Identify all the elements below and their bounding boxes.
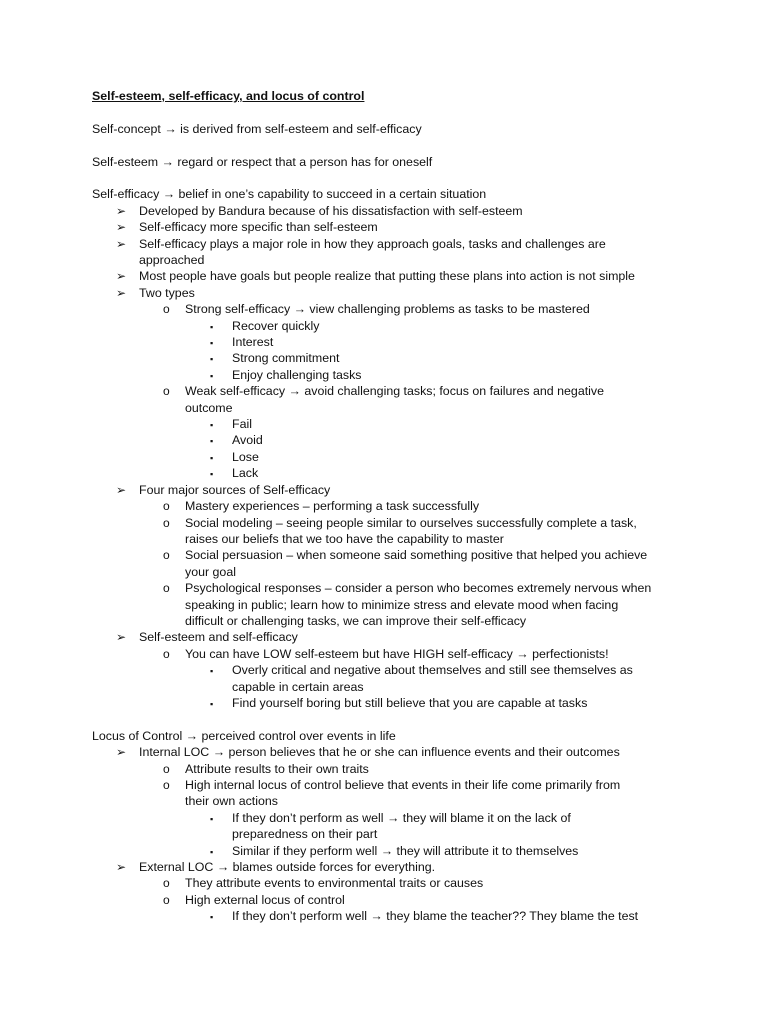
list-item-text: Most people have goals but people realize that putting these plans into action is not simple [139, 269, 635, 284]
list-item-text: Overly critical and negative about themselves and still see themselves as [232, 663, 633, 678]
list-item [92, 810, 692, 826]
square-bullet-icon: ▪ [210, 370, 214, 381]
list-item [92, 547, 692, 563]
list-item-text: Strong self-efficacy → view challenging problems as tasks to be mastered [185, 302, 590, 317]
list-item-text: External LOC → blames outside forces for everything. [139, 860, 436, 875]
list-item [92, 203, 692, 219]
square-bullet-icon: ▪ [210, 354, 214, 365]
list-item-text: High external locus of control [185, 892, 345, 907]
list-item [92, 629, 692, 645]
paragraph-self-esteem: Self-esteem → regard or respect that a person has for oneself [92, 154, 433, 169]
arrow-bullet-icon: ➢ [116, 203, 127, 218]
square-bullet-icon: ▪ [210, 321, 214, 332]
list-item [92, 432, 692, 448]
circle-bullet-icon: o [163, 499, 170, 514]
list-item [92, 908, 692, 924]
list-item-text: Attribute results to their own traits [185, 761, 369, 776]
list-item-continuation: difficult or challenging tasks, we can improve their self-efficacy [185, 613, 527, 628]
document-body [92, 88, 692, 925]
list-item-text: If they don’t perform well → they blame the teacher?? They blame the test [232, 909, 639, 924]
list-item [92, 318, 692, 334]
list-item-continuation: speaking in public; learn how to minimize stress and elevate mood when facing [185, 597, 619, 612]
list-item-text: Lack [232, 466, 259, 481]
list-item-continuation: capable in certain areas [232, 679, 364, 694]
spacer [92, 137, 692, 153]
list-item [92, 777, 692, 793]
list-item-text: Four major sources of Self-efficacy [139, 482, 331, 497]
arrow-bullet-icon: ➢ [116, 745, 127, 760]
list-item-text: Similar if they perform well → they will attribute it to themselves [232, 843, 579, 858]
list-item [92, 268, 692, 284]
circle-bullet-icon: o [163, 761, 170, 776]
square-bullet-icon: ▪ [210, 666, 214, 677]
list-item-text: Psychological responses – consider a person who becomes extremely nervous when [185, 581, 652, 596]
list-item-continuation: your goal [185, 564, 236, 579]
list-item [92, 236, 692, 252]
list-item-text: Interest [232, 335, 274, 350]
list-item [92, 498, 692, 514]
list-item-text: Lose [232, 449, 259, 464]
spacer [92, 170, 692, 186]
list-item-text: Find yourself boring but still believe that you are capable at tasks [232, 695, 588, 710]
list-item [92, 334, 692, 350]
list-item-text: You can have LOW self-esteem but have HIGH self-efficacy → perfectionists! [185, 646, 609, 661]
list-item [92, 646, 692, 662]
list-item [92, 892, 692, 908]
circle-bullet-icon: o [163, 876, 170, 891]
square-bullet-icon: ▪ [210, 420, 214, 431]
list-item-text: Self-efficacy more specific than self-esteem [139, 220, 378, 235]
spacer [92, 104, 692, 120]
list-item [92, 350, 692, 366]
list-item [92, 482, 692, 498]
list-item [92, 416, 692, 432]
square-bullet-icon: ▪ [210, 846, 214, 857]
arrow-bullet-icon: ➢ [116, 482, 127, 497]
arrow-bullet-icon: ➢ [116, 220, 127, 235]
arrow-bullet-icon: ➢ [116, 630, 127, 645]
list-item-text: Enjoy challenging tasks [232, 367, 362, 382]
circle-bullet-icon: o [163, 302, 170, 317]
list-item [92, 285, 692, 301]
circle-bullet-icon: o [163, 581, 170, 596]
square-bullet-icon: ▪ [210, 912, 214, 923]
circle-bullet-icon: o [163, 646, 170, 661]
circle-bullet-icon: o [163, 892, 170, 907]
list-item [92, 744, 692, 760]
list-item [92, 580, 692, 596]
list-item [92, 843, 692, 859]
list-item-text: High internal locus of control believe that events in their life come primarily from [185, 778, 621, 792]
square-bullet-icon: ▪ [210, 338, 214, 349]
list-item [92, 695, 692, 711]
list-item-text: Two types [139, 285, 195, 300]
list-item-text: If they don’t perform as well → they will blame it on the lack of [232, 810, 571, 825]
list-item-continuation: their own actions [185, 794, 278, 809]
list-item [92, 219, 692, 235]
list-item-continuation: approached [139, 253, 205, 268]
circle-bullet-icon: o [163, 548, 170, 563]
list-item-text: Mastery experiences – performing a task successfully [185, 499, 480, 514]
list-item-continuation: outcome [185, 400, 233, 415]
list-item [92, 367, 692, 383]
list-item-text: Fail [232, 417, 252, 432]
list-item [92, 761, 692, 777]
list-item-text: Internal LOC → person believes that he or she can influence events and their outcomes [139, 745, 620, 760]
list-item [92, 301, 692, 317]
list-item-text: Social modeling – seeing people similar to ourselves successfully complete a task, [185, 515, 637, 530]
list-item-continuation: preparedness on their part [232, 827, 378, 842]
document-title: Self-esteem, self-efficacy, and locus of control [92, 89, 365, 103]
paragraph-locus-of-control: Locus of Control → perceived control over events in life [92, 728, 396, 743]
paragraph-self-efficacy: Self-efficacy → belief in one’s capability to succeed in a certain situation [92, 187, 487, 202]
list-item-text: Social persuasion – when someone said something positive that helped you achieve [185, 548, 648, 563]
list-item-text: They attribute events to environmental traits or causes [185, 876, 484, 891]
list-item [92, 465, 692, 481]
circle-bullet-icon: o [163, 384, 170, 399]
list-item [92, 449, 692, 465]
paragraph-self-concept: Self-concept → is derived from self-esteem and self-efficacy [92, 121, 422, 136]
list-item [92, 383, 692, 399]
square-bullet-icon: ▪ [210, 698, 214, 709]
arrow-bullet-icon: ➢ [116, 236, 127, 251]
arrow-bullet-icon: ➢ [116, 860, 127, 875]
list-item-text: Recover quickly [232, 318, 320, 333]
list-item-text: Self-efficacy plays a major role in how they approach goals, tasks and challenges are [139, 236, 606, 251]
square-bullet-icon: ▪ [210, 436, 214, 447]
list-item-text: Weak self-efficacy → avoid challenging tasks; focus on failures and negative [185, 384, 604, 399]
list-item-continuation: raises our beliefs that we too have the capability to master [185, 531, 504, 546]
list-item [92, 515, 692, 531]
square-bullet-icon: ▪ [210, 469, 214, 480]
arrow-bullet-icon: ➢ [116, 269, 127, 284]
list-item [92, 859, 692, 875]
circle-bullet-icon: o [163, 778, 170, 792]
list-item-text: Avoid [232, 433, 263, 448]
square-bullet-icon: ▪ [210, 813, 214, 824]
list-item-text: Developed by Bandura because of his dissatisfaction with self-esteem [139, 203, 523, 218]
arrow-bullet-icon: ➢ [116, 285, 127, 300]
list-item-text: Strong commitment [232, 351, 340, 366]
list-item [92, 875, 692, 891]
square-bullet-icon: ▪ [210, 452, 214, 463]
list-item-text: Self-esteem and self-efficacy [139, 630, 298, 645]
list-item [92, 662, 692, 678]
spacer [92, 711, 692, 727]
circle-bullet-icon: o [163, 515, 170, 530]
